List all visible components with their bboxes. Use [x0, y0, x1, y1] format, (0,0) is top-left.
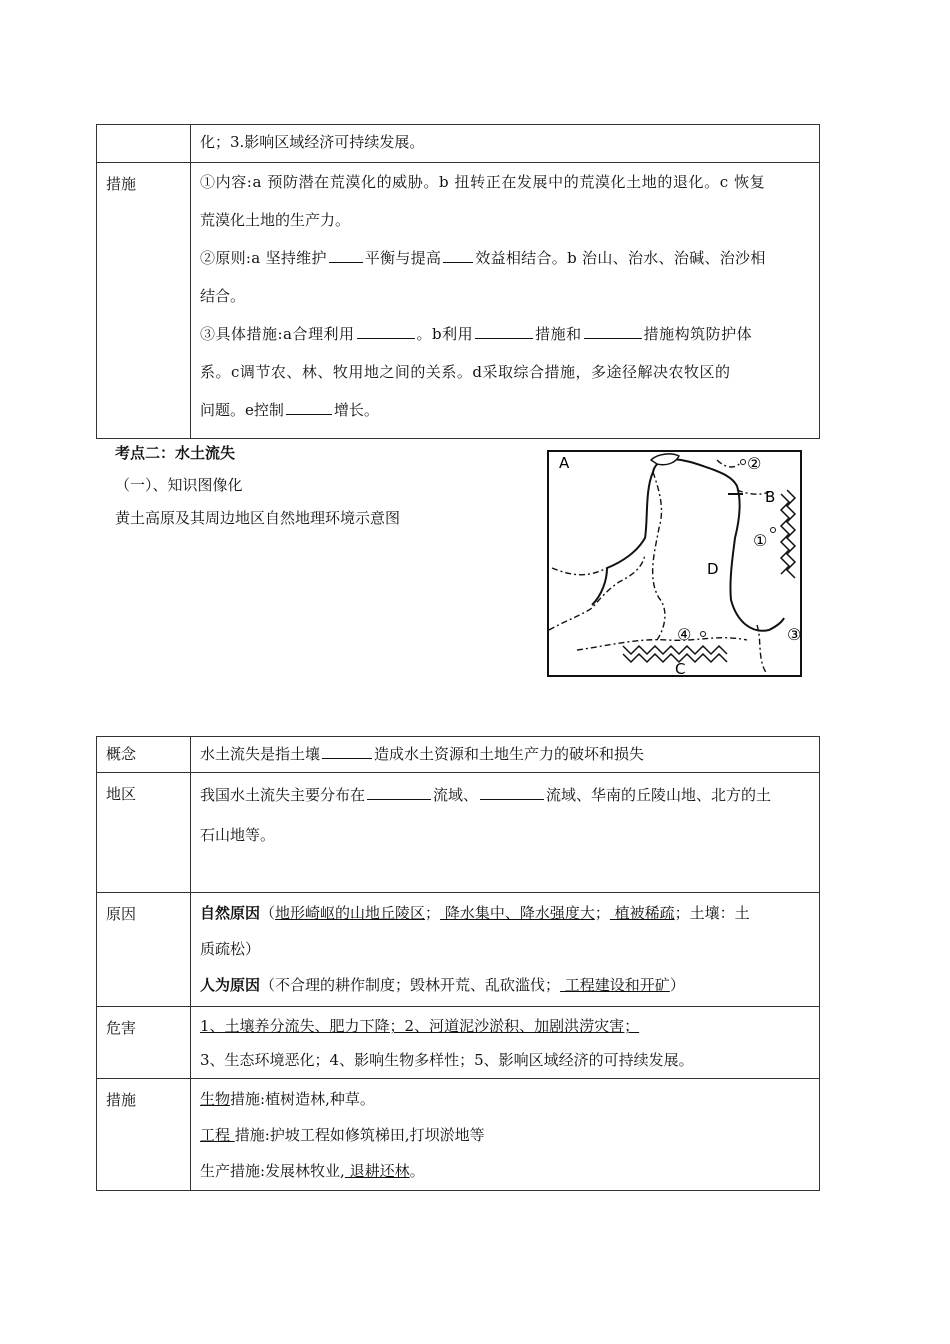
measure-line: 结合。 — [200, 287, 246, 305]
map-circled-1: ① — [753, 531, 768, 550]
fill-blank[interactable] — [443, 246, 473, 263]
fill-blank[interactable] — [584, 322, 642, 339]
loess-plateau-map — [547, 450, 802, 677]
continuation-text: 化；3.影响区域经济可持续发展。 — [200, 133, 425, 151]
cause-cell: 自然原因（地形崎岖的山地丘陵区； 降水集中、降水强度大； 植被稀疏；土壤：土 质疏松） 人为原因（不合理的耕作制度；毁林开荒、乱砍滥伐； 工程建设和开矿） — [191, 893, 820, 1007]
harm-cell: 1、土壤养分流失、肥力下降；2、河道泥沙淤积、加剧洪涝灾害； 3、生态环境恶化；4、影响生物多样性；5、影响区域经济的可持续发展。 — [191, 1007, 820, 1079]
map-circled-2: ② — [747, 454, 762, 473]
measures-cell — [191, 163, 820, 439]
measure-line: ①内容:a 预防潜在荒漠化的威胁。b 扭转正在发展中的荒漠化土地的退化。c 恢复 — [200, 173, 766, 191]
measure-line: 问题。e控制 增长。 — [200, 391, 811, 429]
map-label-b: B — [765, 488, 776, 506]
region-cell: 我国水土流失主要分布在 流域、 流域、华南的丘陵山地、北方的土 石山地等。 — [191, 773, 820, 893]
map-label-a: A — [559, 454, 570, 472]
map-circled-4: ④ — [677, 625, 692, 644]
measure-line: ②原则:a 坚持维护 平衡与提高 效益相结合。b 治山、治水、治碱、治沙相 — [200, 239, 811, 277]
measure-cell: 生物措施:植树造林,种草。 工程 措施:护坡工程如修筑梯田,打坝淤地等 生产措施:发展林牧业, 退耕还林。 — [191, 1079, 820, 1191]
fill-blank[interactable] — [480, 783, 544, 800]
fill-blank[interactable] — [357, 322, 415, 339]
region-label: 地区 — [97, 773, 191, 893]
measure-label: 措施 — [97, 1079, 191, 1191]
continuation-cell — [191, 125, 820, 163]
empty-label-cell — [97, 125, 191, 163]
map-circled-3: ③ — [787, 625, 802, 644]
natural-cause-title: 自然原因 — [200, 904, 261, 922]
measure-line: 荒漠化土地的生产力。 — [200, 211, 351, 229]
concept-label: 概念 — [97, 737, 191, 773]
soil-erosion-table — [96, 736, 820, 1191]
fill-blank[interactable] — [329, 246, 363, 263]
measure-line: 系。c调节农、林、牧用地之间的关系。d采取综合措施，多途径解决农牧区的 — [200, 363, 731, 381]
section-subheading: （一）、知识图像化 — [115, 476, 243, 494]
desertification-table — [96, 124, 820, 439]
fill-blank[interactable] — [475, 322, 533, 339]
measures-label: 措施 — [97, 163, 191, 439]
map-label-d: D — [707, 560, 719, 578]
map-label-c: C — [675, 660, 686, 677]
measure-line: ③具体措施:a合理利用 。b利用 措施和 措施构筑防护体 — [200, 315, 811, 353]
fill-blank[interactable] — [286, 398, 332, 415]
concept-cell: 水土流失是指土壤 造成水土资源和土地生产力的破坏和损失 — [191, 737, 820, 773]
harm-label: 危害 — [97, 1007, 191, 1079]
cause-label: 原因 — [97, 893, 191, 1007]
human-cause-title: 人为原因 — [200, 976, 261, 994]
section-heading: 考点二：水土流失 — [115, 444, 236, 462]
map-caption: 黄土高原及其周边地区自然地理环境示意图 — [115, 509, 401, 527]
fill-blank[interactable] — [367, 783, 431, 800]
fill-blank[interactable] — [322, 742, 372, 759]
